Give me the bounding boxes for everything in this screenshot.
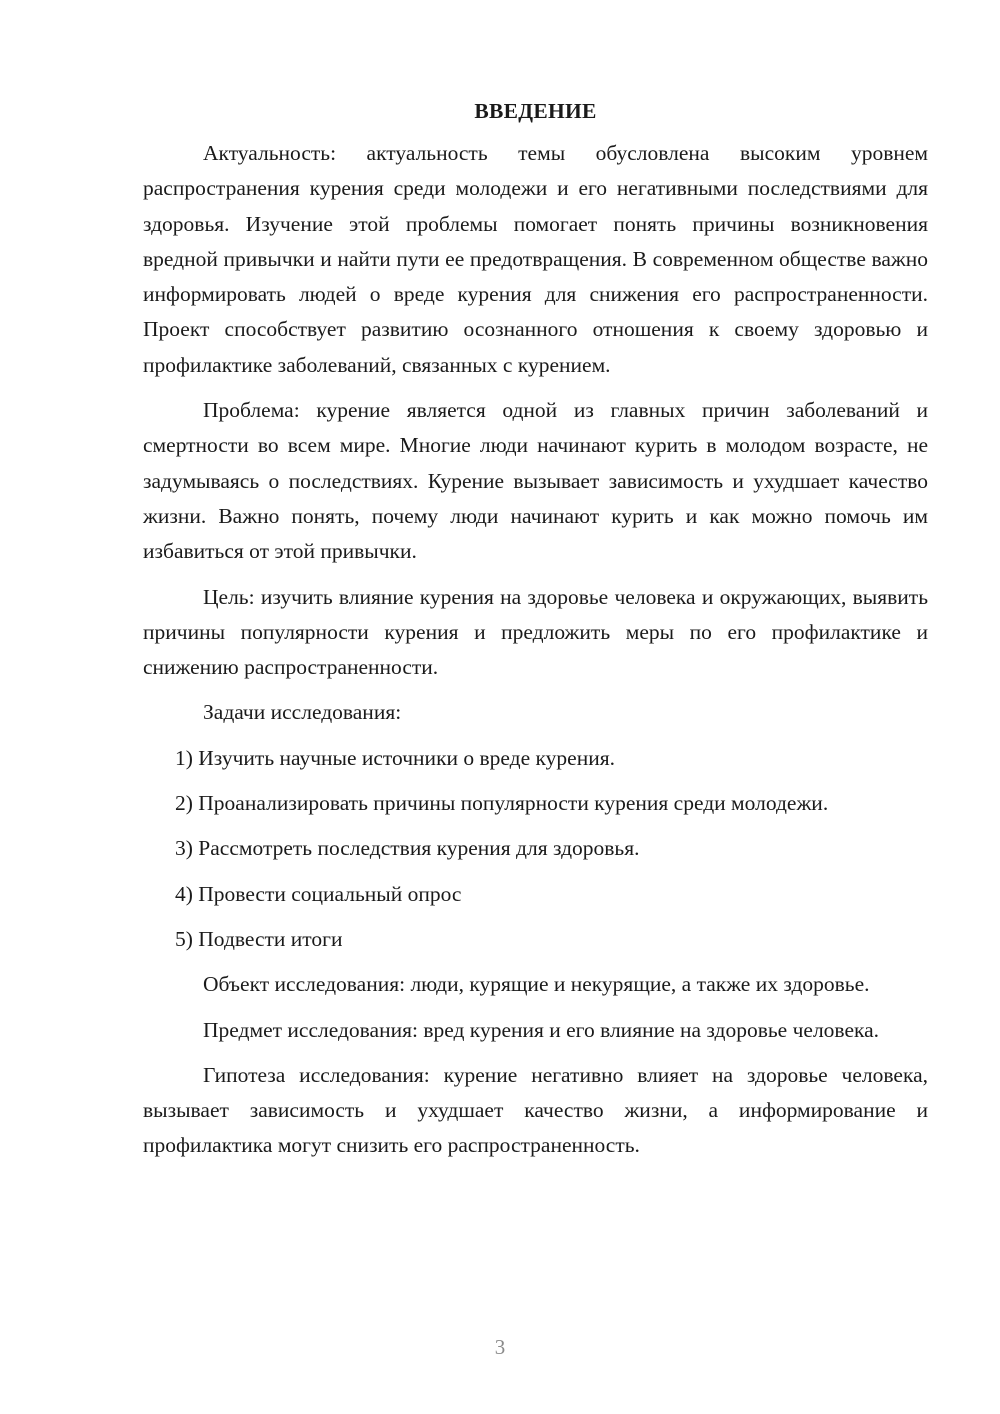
paragraph-goal: Цель: изучить влияние курения на здоровье человека и окружающих, выявить причины популярности курения и предложить меры по его профилактике и снижению распространенности. <box>143 584 928 680</box>
paragraph-hypothesis: Гипотеза исследования: курение негативно влияет на здоровье человека, вызывает зависимость и ухудшает качество жизни, а информирование и профилактика могут снизить его распространенность. <box>143 1062 928 1158</box>
task-item-5: 5) Подвести итоги <box>175 926 343 951</box>
section-title: ВВЕДЕНИЕ <box>474 99 597 123</box>
task-item-2: 2) Проанализировать причины популярности курения среди молодежи. <box>175 791 829 816</box>
task-item-4: 4) Провести социальный опрос <box>175 881 462 906</box>
paragraph-subject: Предмет исследования: вред курения и его влияние на здоровье человека. <box>203 1017 880 1042</box>
paragraph-problem: Проблема: курение является одной из главных причин заболеваний и смертности во всем мире. Многие люди начинают курить в молодом возрасте, не задумываясь о последствиях. Курение вызывает зависимость и ухудшает качество жизни. Важно понять, почему люди начинают курить и как можно помочь им избавиться от этой привычки. <box>143 398 928 564</box>
paragraph-relevance: Актуальность: актуальность темы обусловлена высоким уровнем распространения курения среди молодежи и его негативными последствиями для здоровья. Изучение этой проблемы помогает понять причины возникновения вредной привычки и найти пути ее предотвращения. В современном обществе важно информировать людей о вреде курения для снижения его распространенности. Проект способствует развитию осознанного отношения к своему здоровью и профилактике заболеваний, связанных с курением. <box>143 141 928 377</box>
page-number: 3 <box>494 1335 506 1359</box>
page-content <box>143 96 928 1164</box>
task-item-1: 1) Изучить научные источники о вреде курения. <box>175 745 615 770</box>
paragraph-tasks-heading: Задачи исследования: <box>203 700 402 725</box>
paragraph-object: Объект исследования: люди, курящие и некурящие, а также их здоровье. <box>203 972 870 997</box>
task-item-3: 3) Рассмотреть последствия курения для здоровья. <box>175 836 640 861</box>
